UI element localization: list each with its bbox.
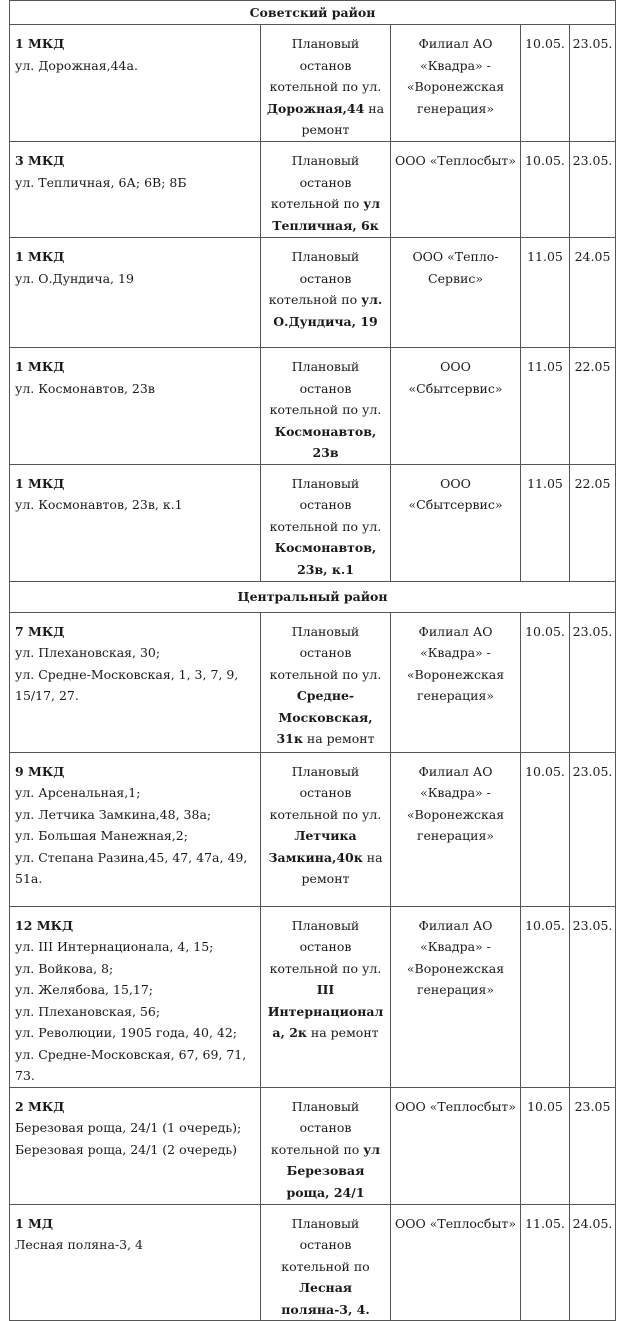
- table-row: [10, 752, 616, 906]
- buildings-cell: [10, 238, 261, 348]
- address-line: Лесная поляна-3, 4: [15, 1237, 144, 1252]
- description-text: Плановый останов котельной по ул.: [269, 475, 382, 534]
- end-date-cell: 23.05.: [570, 752, 616, 906]
- start-date-cell: 11.05: [521, 464, 570, 581]
- buildings-cell: [10, 906, 261, 1087]
- boiler-address: Дорожная,44: [266, 100, 365, 116]
- outage-schedule-table: [9, 0, 616, 1321]
- address-line: ул. III Интернационала, 4, 15;: [15, 939, 214, 954]
- building-count: 1 МКД: [15, 475, 65, 491]
- table-row: [10, 906, 616, 1087]
- outage-description: [261, 612, 391, 752]
- description-text: Плановый останов котельной по: [281, 1215, 370, 1274]
- end-date-cell: 24.05.: [570, 1204, 616, 1321]
- outage-description: [261, 1087, 391, 1204]
- address-line: ул. Космонавтов, 23в: [15, 380, 155, 396]
- address-line: ул. Космонавтов, 23в, к.1: [15, 497, 183, 512]
- start-date-cell: 10.05.: [521, 906, 570, 1087]
- building-count: 1 МД: [15, 1215, 54, 1231]
- table-row: [10, 142, 616, 238]
- description-text: Плановый останов котельной по: [268, 249, 362, 307]
- start-date-cell: 10.05: [521, 1087, 570, 1204]
- table-row: [10, 464, 616, 581]
- building-count: 12 МКД: [15, 917, 74, 933]
- end-date-cell: 23.05.: [570, 25, 616, 142]
- description-text: Плановый останов котельной по: [270, 1098, 364, 1157]
- organization-cell: ООО «Теплосбыт»: [391, 142, 521, 238]
- description-suffix: на ремонт: [301, 849, 383, 886]
- address-line: ул. Войкова, 8;: [15, 960, 114, 976]
- description-text: Плановый останов котельной по ул.: [269, 36, 382, 94]
- boiler-address: III Интернационала, 2к: [267, 982, 384, 1040]
- organization-cell: ООО «Тепло-Сервис»: [391, 238, 521, 348]
- table-row: [10, 238, 616, 348]
- boiler-address: Космонавтов, 23в: [274, 423, 377, 460]
- buildings-cell: [10, 348, 261, 465]
- address-line: ул. Революции, 1905 года, 40, 42;: [15, 1025, 238, 1040]
- end-date-cell: 22.05: [570, 348, 616, 465]
- description-text: Плановый останов котельной по ул.: [269, 917, 382, 976]
- address-line: Березовая роща, 24/1 (1 очередь);: [15, 1120, 242, 1135]
- start-date-cell: 11.05: [521, 348, 570, 465]
- address-line: ул. Арсенальная,1;: [15, 785, 141, 800]
- building-count: 7 МКД: [15, 623, 65, 639]
- organization-cell: ООО «Сбытсервис»: [391, 464, 521, 581]
- district-name: Центральный район: [10, 581, 616, 612]
- boiler-address: Космонавтов, 23в, к.1: [274, 540, 377, 577]
- start-date-cell: 10.05.: [521, 142, 570, 238]
- boiler-address: Средне-Московская, 31к: [276, 688, 373, 746]
- organization-cell: ООО «Теплосбыт»: [391, 1204, 521, 1321]
- end-date-cell: 23.05.: [570, 612, 616, 752]
- outage-description: [261, 348, 391, 465]
- address-line: ул. Степана Разина,45, 47, 47а, 49, 51а.: [15, 849, 248, 886]
- end-date-cell: 22.05: [570, 464, 616, 581]
- address-line: ул. Средне-Московская, 1, 3, 7, 9, 15/17, 27.: [15, 666, 239, 703]
- description-suffix: на ремонт: [301, 100, 385, 137]
- buildings-cell: [10, 464, 261, 581]
- outage-description: [261, 1204, 391, 1321]
- address-line: ул. О.Дундича, 19: [15, 270, 134, 286]
- outage-description: [261, 238, 391, 348]
- table-row: [10, 1087, 616, 1204]
- start-date-cell: 10.05.: [521, 752, 570, 906]
- building-count: 1 МКД: [15, 36, 65, 51]
- building-count: 9 МКД: [15, 763, 65, 779]
- building-count: 2 МКД: [15, 1098, 65, 1114]
- table-row: [10, 1204, 616, 1321]
- start-date-cell: 11.05: [521, 238, 570, 348]
- building-count: 1 МКД: [15, 249, 65, 264]
- district-header-row: [10, 1, 616, 25]
- table-row: [10, 348, 616, 465]
- end-date-cell: 23.05.: [570, 142, 616, 238]
- buildings-cell: [10, 25, 261, 142]
- boiler-address: Лесная поляна-3, 4.: [281, 1280, 370, 1317]
- outage-description: [261, 142, 391, 238]
- buildings-cell: [10, 142, 261, 238]
- organization-cell: Филиал АО «Квадра» - «Воронежская генерация»: [391, 25, 521, 142]
- address-line: ул. Дорожная,44а.: [15, 57, 138, 73]
- address-line: ул. Тепличная, 6А; 6В; 8Б: [15, 174, 187, 190]
- boiler-address: ул Березовая роща, 24/1: [286, 1141, 381, 1200]
- boiler-address: Летчика Замкина,40к: [268, 828, 363, 865]
- district-header-row: [10, 581, 616, 612]
- address-line: ул. Плехановская, 56;: [15, 1003, 161, 1019]
- district-name: Советский район: [10, 1, 616, 25]
- address-line: ул. Плехановская, 30;: [15, 645, 161, 660]
- organization-cell: Филиал АО «Квадра» - «Воронежская генерация»: [391, 906, 521, 1087]
- start-date-cell: 11.05.: [521, 1204, 570, 1321]
- outage-description: [261, 464, 391, 581]
- boiler-address: ул Тепличная, 6к: [272, 196, 381, 233]
- description-text: Плановый останов котельной по ул.: [269, 359, 382, 417]
- organization-cell: ООО «Теплосбыт»: [391, 1087, 521, 1204]
- address-line: ул. Большая Манежная,2;: [15, 828, 188, 843]
- buildings-cell: [10, 1087, 261, 1204]
- table-row: [10, 612, 616, 752]
- buildings-cell: [10, 1204, 261, 1321]
- description-text: Плановый останов котельной по: [270, 153, 364, 211]
- address-line: ул. Желябова, 15,17;: [15, 982, 153, 997]
- address-line: Березовая роща, 24/1 (2 очередь): [15, 1141, 238, 1157]
- outage-description: [261, 25, 391, 142]
- organization-cell: Филиал АО «Квадра» - «Воронежская генерация»: [391, 752, 521, 906]
- description-text: Плановый останов котельной по ул.: [269, 763, 382, 822]
- buildings-cell: [10, 752, 261, 906]
- organization-cell: ООО «Сбытсервис»: [391, 348, 521, 465]
- outage-description: [261, 906, 391, 1087]
- address-line: ул. Средне-Московская, 67, 69, 71, 73.: [15, 1046, 247, 1083]
- outage-description: [261, 752, 391, 906]
- start-date-cell: 10.05.: [521, 25, 570, 142]
- buildings-cell: [10, 612, 261, 752]
- end-date-cell: 23.05.: [570, 906, 616, 1087]
- start-date-cell: 10.05.: [521, 612, 570, 752]
- description-text: Плановый останов котельной по ул.: [269, 623, 382, 682]
- building-count: 1 МКД: [15, 359, 65, 374]
- building-count: 3 МКД: [15, 153, 65, 168]
- table-row: [10, 25, 616, 142]
- description-suffix: на ремонт: [306, 1025, 379, 1040]
- end-date-cell: 24.05: [570, 238, 616, 348]
- organization-cell: Филиал АО «Квадра» - «Воронежская генерация»: [391, 612, 521, 752]
- end-date-cell: 23.05: [570, 1087, 616, 1204]
- boiler-address: ул. О.Дундича, 19: [273, 292, 383, 329]
- description-suffix: на ремонт: [302, 731, 375, 746]
- address-line: ул. Летчика Замкина,48, 38а;: [15, 806, 212, 822]
